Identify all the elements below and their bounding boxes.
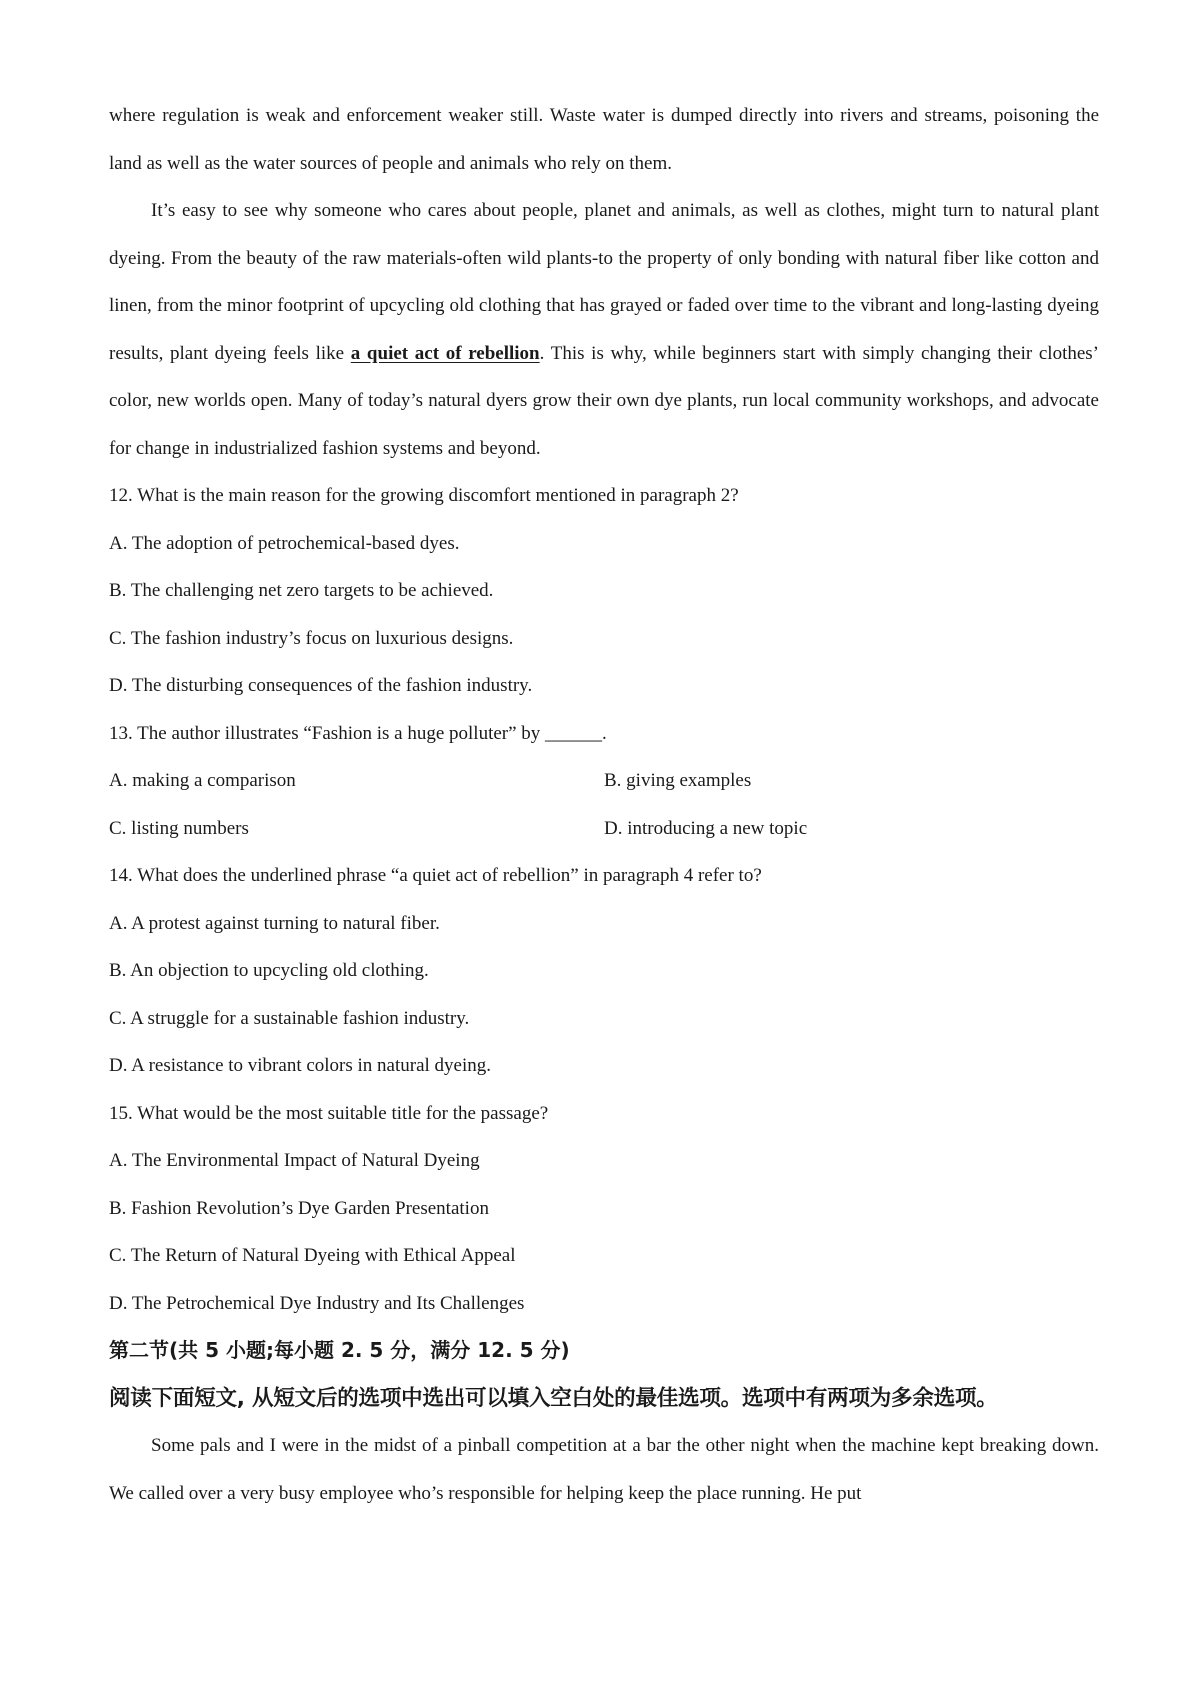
question-13-options-row-2 [109,805,1099,853]
question-14-option-a: A. A protest against turning to natural fiber. [109,912,440,934]
question-13-option-b: B. giving examples [604,770,752,791]
question-15-stem: 15. What would be the most suitable title for the passage? [109,1102,549,1124]
question-13-options-row-1 [109,757,1099,805]
section-instruction: 阅读下面短文, 从短文后的选项中选出可以填入空白处的最佳选项。选项中有两项为多余选项。 [109,1385,998,1411]
question-14-option-b: B. An objection to upcycling old clothing. [109,960,429,981]
question-14-option-d: D. A resistance to vibrant colors in natural dyeing. [109,1055,492,1076]
section-passage-start: Some pals and I were in the midst of a pinball competition at a bar the other night when the machine kept breaking down. We called over a very busy employee who’s responsible for helping keep the place running. He put [109,1435,1099,1504]
question-15-option-d: D. The Petrochemical Dye Industry and Its Challenges [109,1292,525,1314]
paragraph-4-text-after: . This is why, while beginners start with simply changing their clothes’ color, new worlds open. Many of today’s natural dyers grow their own dye plants, run local community workshops, and advocate for change in industrialized fashion systems and beyond. [109,342,1099,459]
passage-paragraph-4 [109,187,1099,472]
question-15-option-c: C. The Return of Natural Dyeing with Ethical Appeal [109,1245,516,1266]
question-13-option-c: C. listing numbers [109,817,249,839]
question-14-stem: 14. What does the underlined phrase “a quiet act of rebellion” in paragraph 4 refer to? [109,865,762,886]
section-title: 第二节(共 5 小题;每小题 2. 5 分，满分 12. 5 分) [109,1338,570,1362]
question-15-option-a: A. The Environmental Impact of Natural Dyeing [109,1150,480,1171]
question-12-option-d: D. The disturbing consequences of the fashion industry. [109,675,533,696]
question-13-option-a: A. making a comparison [109,770,296,791]
question-12-stem: 12. What is the main reason for the growing discomfort mentioned in paragraph 2? [109,485,739,506]
question-15-option-b: B. Fashion Revolution’s Dye Garden Presentation [109,1197,489,1219]
question-13-option-d: D. introducing a new topic [604,817,808,839]
question-13-stem: 13. The author illustrates “Fashion is a huge polluter” by ______. [109,722,607,744]
question-14-option-c: C. A struggle for a sustainable fashion industry. [109,1007,470,1029]
question-12-option-c: C. The fashion industry’s focus on luxurious designs. [109,627,514,649]
question-12-option-a: A. The adoption of petrochemical-based dyes. [109,532,460,554]
paragraph-4-text-before: It’s easy to see why someone who cares about people, planet and animals, as well as clothes, might turn to natural plant dyeing. From the beauty of the raw materials-often wild plants-to the property of only bonding with natural fiber like cotton and linen, from the minor footprint of upcycling old clothing that has grayed or faded over time to the vibrant and long-lasting dyeing results, plant dyeing feels like [109,200,1099,364]
passage-paragraph-3: where regulation is weak and enforcement weaker still. Waste water is dumped directly into rivers and streams, poisoning the land as well as the water sources of people and animals who rely on them. [109,105,1099,174]
document-page [109,92,1099,1517]
question-12-option-b: B. The challenging net zero targets to be achieved. [109,580,494,601]
underlined-phrase: a quiet act of rebellion [350,342,540,364]
